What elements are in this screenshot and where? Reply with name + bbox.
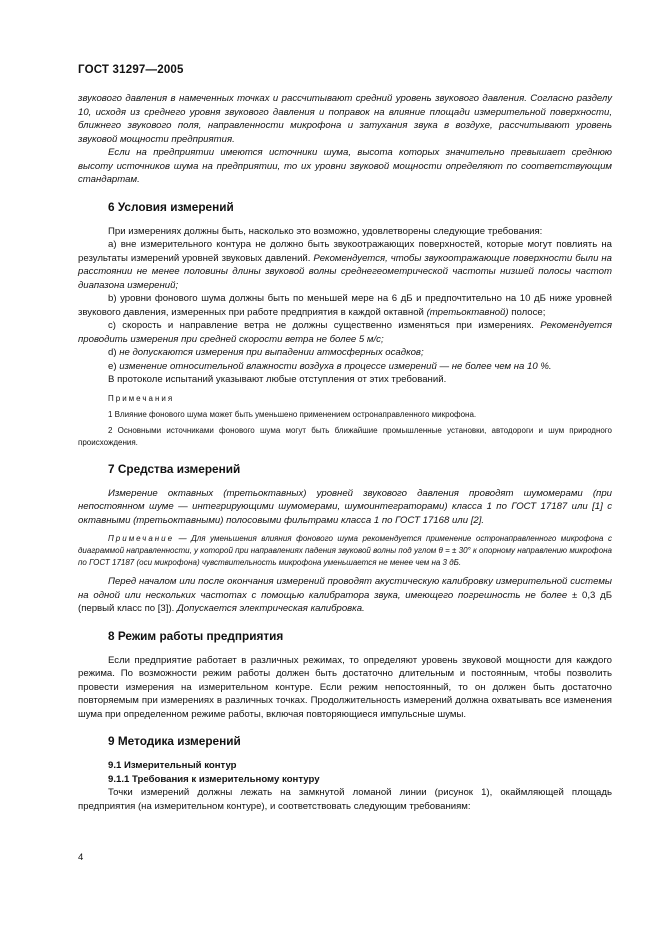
s7-note xyxy=(78,533,612,569)
s6-note-2: 2 Основными источниками фонового шума могут быть ближайшие промышленные установки, автодороги и шум природного происхождения. xyxy=(78,425,612,447)
s7-note-text: — Для уменьшения влияния фонового шума рекомендуется применение остронаправленного микрофона с диаграммой направленности, у которой при направлениях падения звуковой волны под углом θ = ± 30° к опорному направлению микрофона по ГОСТ 17187 (оси микрофона) чувствительность микрофона уменьшается не менее чем на 3 дБ. xyxy=(78,534,612,567)
s7-calibration-accuracy: ± 0,3 дБ (первый класс по [3]). xyxy=(78,589,613,614)
section-7-title: 7 Средства измерений xyxy=(108,461,241,476)
section-9-title: 9 Методика измерений xyxy=(108,734,241,748)
s9-paragraph: Точки измерений должны лежать на замкнутой ломаной линии (рисунок 1), окаймляющей площадь предприятия (на измерительном контуре), и соответствовать следующим требованиям: xyxy=(78,787,612,812)
page-number: 4 xyxy=(78,852,84,863)
s6-note-1: 1 Влияние фонового шума может быть уменьшено применением остронаправленного микрофона. xyxy=(108,409,477,419)
s7-paragraph-1: Измерение октавных (третьоктавных) уровней звукового давления проводят шумомерами (при непостоянном шуме — интегрирующими шумомерами, шумоинтеграторами) класса 1 по ГОСТ 17187 или [1] с октавными (третьоктавными) полосовыми фильтрами класса 1 по ГОСТ 17168 или [2]. xyxy=(78,487,612,526)
s7-calibration-text: Перед началом или после окончания измерений проводят акустическую калибровку измерительной системы на одной или нескольких частотах с помощью калибратора звука, имеющего погрешность не более xyxy=(78,576,612,601)
s6-protocol: В протоколе испытаний указывают любые отступления от этих требований. xyxy=(108,374,447,385)
s6-item-c xyxy=(78,319,612,346)
s6-item-e-text: изменение относительной влажности воздуха в процессе измерений — не более чем на 10 %. xyxy=(119,360,552,372)
s6-lead: При измерениях должны быть, насколько это возможно, удовлетворены следующие требования: xyxy=(108,225,543,237)
s6-item-c-text: с) скорость и направление ветра не должны существенно изменяться при измерениях. xyxy=(108,320,541,331)
s7-calibration-tail: Допускается электрическая калибровка. xyxy=(174,603,365,614)
s7-paragraph-2 xyxy=(78,575,612,616)
s6-item-b-text: b) уровни фонового шума должны быть по меньшей мере на 6 дБ и предпочтительно на 10 дБ ниже уровней звукового давления, измеренных при работе предприятия в каждой октавной xyxy=(78,293,612,318)
s8-paragraph: Если предприятие работает в различных режимах, то определяют уровень звуковой мощности для каждого режима. По возможности режим работы должен быть достаточно длительным и постоянным, чтобы позволить провести измерения на измерительном контуре. Если режим непостоянный, то он должен быть достаточно повторяемым при измерениях в различных точках. Продолжительность измерений должна охватывать все изменения шума при определенном режиме работы, включая повторяющиеся импульсные шумы. xyxy=(78,654,612,720)
subsection-9-1-title: 9.1 Измерительный контур xyxy=(108,760,237,771)
subsection-9-1-1-title: 9.1.1 Требования к измерительному контуру xyxy=(108,773,320,785)
page-body xyxy=(78,92,612,813)
s6-notes-heading: Примечания xyxy=(108,393,175,403)
s6-item-a-recommendation: Рекомендуется, чтобы звукоотражающие поверхности были на расстоянии не менее половины длины звуковой волны среднегеометрической частоты низшей полосы частот диапазона измерений; xyxy=(78,252,612,291)
s6-item-c-recommendation: Рекомендуется проводить измерения при средней скорости ветра не более 5 м/с; xyxy=(78,320,612,345)
s6-item-a xyxy=(78,238,612,292)
s6-item-e-label: е) xyxy=(108,360,120,372)
s6-item-a-text: а) вне измерительного контура не должно быть звукоотражающих поверхностей, которые могут повлиять на результаты измерений уровней звуковых давлений. xyxy=(78,239,612,264)
s6-item-b xyxy=(78,292,612,319)
s6-item-d xyxy=(78,346,612,360)
s6-item-d-text: не допускаются измерения при выпадении атмосферных осадков; xyxy=(119,347,424,358)
s6-item-e xyxy=(78,360,612,374)
s7-note-label: Примечание xyxy=(108,534,175,543)
section-8-title: 8 Режим работы предприятия xyxy=(108,628,284,643)
s6-item-b-tail: полосе; xyxy=(508,306,546,318)
intro-paragraph-1: звукового давления в намеченных точках и рассчитывают средний уровень звукового давления. Согласно разделу 10, исходя из среднего уровня звукового давления и поправок на влияние площади измерительной поверхности, ближнего звукового поля, направленности микрофона и затухания звука в воздухе, рассчитывают уровень звуковой мощности предприятия. xyxy=(78,93,612,145)
document-header: ГОСТ 31297—2005 xyxy=(78,64,184,76)
section-6-title: 6 Условия измерений xyxy=(108,199,234,214)
s6-item-b-third-octave: (третьоктавной) xyxy=(426,306,509,318)
s6-item-d-label: d) xyxy=(108,347,120,358)
intro-paragraph-2: Если на предприятии имеются источники шума, высота которых значительно превышает среднюю высоту источников шума на предприятии, то их уровни звуковой мощности определяют по соответствующим стандартам. xyxy=(78,147,612,185)
